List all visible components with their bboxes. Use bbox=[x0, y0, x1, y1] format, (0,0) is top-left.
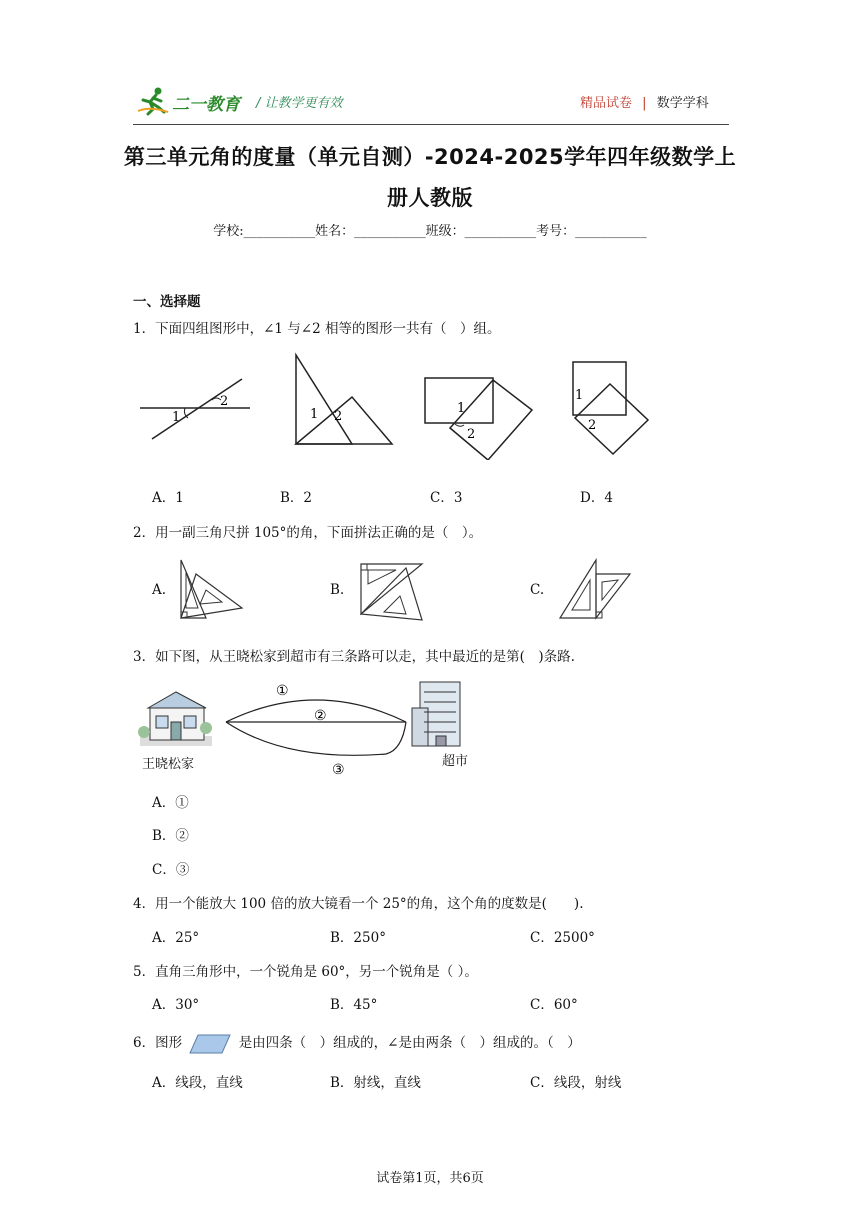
q3-market-label: 超市 bbox=[442, 754, 469, 769]
tag-subject: 数学学科 bbox=[656, 96, 709, 111]
q5-option-a[interactable]: A．30° bbox=[152, 997, 200, 1013]
q1-figure-d bbox=[573, 362, 648, 454]
angle-label: 2 bbox=[334, 409, 343, 424]
runner-logo-icon bbox=[136, 86, 170, 116]
header-divider bbox=[133, 124, 729, 125]
q1-figures bbox=[130, 350, 690, 460]
angle-label: 1 bbox=[172, 410, 181, 425]
angle-label: 2 bbox=[588, 418, 597, 433]
q6-option-b[interactable]: B．射线，直线 bbox=[330, 1075, 421, 1091]
q5-option-b[interactable]: B．45° bbox=[330, 997, 378, 1013]
q2-triangle-set-c bbox=[556, 556, 632, 622]
header-tags bbox=[580, 92, 709, 111]
supermarket-icon bbox=[412, 682, 460, 746]
q1-option-d[interactable]: D．4 bbox=[580, 490, 613, 506]
q6-stem-end: 是由四条（ ）组成的，∠是由两条（ ）组成的。（ ） bbox=[238, 1035, 581, 1051]
q6-option-a[interactable]: A．线段，直线 bbox=[152, 1075, 243, 1091]
q1-figure-a bbox=[140, 379, 250, 439]
q3-option-a[interactable]: A．① bbox=[152, 795, 189, 811]
angle-label: 1 bbox=[310, 407, 319, 422]
header-logo bbox=[136, 86, 266, 116]
q2-option-a[interactable]: A. bbox=[152, 582, 167, 598]
page-title-line2: 册人教版 bbox=[387, 186, 473, 210]
house-icon bbox=[138, 692, 212, 746]
tag-separator: | bbox=[642, 96, 647, 111]
page-title-line1: 第三单元角的度量（单元自测）-2024-2025学年四年级数学上 bbox=[123, 145, 737, 169]
q2-option-c[interactable]: C. bbox=[530, 582, 545, 598]
tag-premium: 精品试卷 bbox=[580, 96, 633, 111]
question-5-stem: 5．直角三角形中，一个锐角是 60°，另一个锐角是（ ）。 bbox=[133, 964, 478, 980]
q1-figure-c bbox=[425, 378, 532, 460]
q6-stem-start: 6．图形 bbox=[133, 1035, 183, 1051]
q5-option-c[interactable]: C．60° bbox=[530, 997, 578, 1013]
q6-option-c[interactable]: C．线段，射线 bbox=[530, 1075, 622, 1091]
question-2-stem: 2．用一副三角尺拼 105°的角，下面拼法正确的是（ ）。 bbox=[133, 525, 483, 541]
route-label-2: ② bbox=[314, 708, 327, 724]
question-1-stem: 1．下面四组图形中，∠1 与∠2 相等的图形一共有（ ）组。 bbox=[133, 321, 501, 337]
q3-option-b[interactable]: B．② bbox=[152, 828, 189, 844]
q1-option-a[interactable]: A．1 bbox=[152, 490, 184, 506]
q3-option-c[interactable]: C．③ bbox=[152, 862, 190, 878]
q1-option-b[interactable]: B．2 bbox=[280, 490, 313, 506]
q2-option-b[interactable]: B. bbox=[330, 582, 345, 598]
q4-option-c[interactable]: C．2500° bbox=[530, 930, 595, 946]
question-3-stem: 3．如下图，从王晓松家到超市有三条路可以走，其中最近的是第( )条路. bbox=[133, 649, 575, 665]
q1-option-c[interactable]: C．3 bbox=[430, 490, 463, 506]
q2-triangle-set-b bbox=[356, 556, 426, 622]
angle-label: 1 bbox=[575, 388, 584, 403]
slogan: / 让教学更有效 bbox=[256, 96, 343, 111]
angle-label: 1 bbox=[457, 401, 466, 416]
q3-home-label: 王晓松家 bbox=[142, 757, 195, 772]
angle-label: 2 bbox=[220, 394, 229, 409]
q2-triangle-set-a bbox=[176, 556, 246, 622]
page-footer: 试卷第1页，共6页 bbox=[376, 1171, 484, 1186]
section-heading: 一、选择题 bbox=[133, 294, 201, 310]
question-4-stem: 4．用一个能放大 100 倍的放大镜看一个 25°的角，这个角的度数是( ). bbox=[133, 896, 584, 912]
q4-option-b[interactable]: B．250° bbox=[330, 930, 386, 946]
route-label-1: ① bbox=[276, 683, 289, 699]
angle-label: 2 bbox=[467, 427, 476, 442]
question-6-stem bbox=[133, 1031, 581, 1055]
q1-figure-b bbox=[296, 355, 392, 444]
logo-text: 二一教育 bbox=[172, 95, 240, 115]
student-info-line: 学校:___________姓名：___________班级：___________考号：___________ bbox=[213, 224, 647, 239]
route-label-3: ③ bbox=[332, 762, 345, 778]
q4-option-a[interactable]: A．25° bbox=[152, 930, 200, 946]
parallelogram-icon bbox=[188, 1033, 232, 1055]
